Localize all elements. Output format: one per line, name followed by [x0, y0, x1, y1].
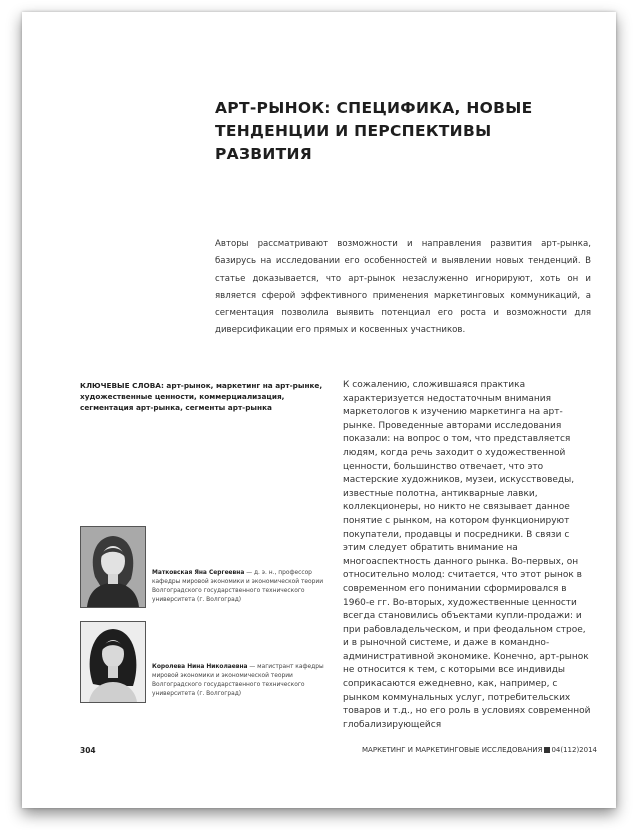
author-name-2: Королева Нина Николаевна [152, 664, 248, 670]
author-info-2 [152, 663, 332, 699]
keywords-label: КЛЮЧЕВЫЕ СЛОВА: [80, 381, 164, 390]
title-line-2: ТЕНДЕНЦИИ И ПЕРСПЕКТИВЫ РАЗВИТИЯ [215, 122, 492, 163]
author-details-1: — д. э. н., профессор кафедры мировой экономики и экономической теории Волгоградского государственного технического университета (г. Волгоград) [152, 570, 324, 603]
journal-name: МАРКЕТИНГ И МАРКЕТИНГОВЫЕ ИССЛЕДОВАНИЯ [362, 746, 543, 754]
author-details-2: — магистрант кафедры мировой экономики и экономической теории Волгоградского государственного технического университета (г. Волгоград) [152, 664, 324, 697]
page-number: 304 [80, 746, 96, 755]
square-bullet-icon [544, 747, 550, 753]
author-name-1: Матковская Яна Сергеевна [152, 570, 245, 576]
keywords [80, 380, 330, 413]
article-abstract: Авторы рассматривают возможности и направления развития арт-рынка, базирусь на исследовании его особенностей и выявлении новых тенденций. В статье доказывается, что арт-рынок незаслуженно игнорируют, хоть он и является сферой эффективного применения маркетинговых коммуникаций, а сегментация позволила выявить потенциал его роста и возможности для диверсификации его прямых и косвенных участников. [215, 239, 591, 336]
journal-footer [362, 746, 597, 754]
title-line-1: АРТ-РЫНОК: СПЕЦИФИКА, НОВЫЕ [215, 99, 533, 117]
author-info-1 [152, 569, 332, 605]
journal-issue: 04(112)2014 [551, 746, 597, 754]
author-photo-1 [80, 526, 146, 608]
keywords-text: арт-рынок, маркетинг на арт-рынке, художественные ценности, коммерциализация, сегментация арт-рынка, сегменты арт-рынка [80, 381, 323, 412]
article-title [215, 97, 575, 166]
article-body: К сожалению, сложившаяся практика характеризуется недостаточным внимания маркетологов к изучению маркетинга на арт-рынке. Проведенные авторами исследования показали: на вопрос о том, что представляется людям, когда речь заходит о художественной ценности, большинство отвечает, что это мастерские художников, музеи, искусствоведы, известные полотна, антикварные лавки, коллекционеры, но никто не связывает данное понятие с рынком, на котором функционируют покупатели, продавцы и посредники. В связи с этим следует обратить внимание на многоаспектность данного рынка. Во-первых, он относительно молод: считается, что этот рынок в современном его понимании сформировался в 1960-е гг. Во-вторых, художественные ценности всегда становились объектами купли-продажи: и при рабовладельческом, и при феодальном строе, и в рыночной системе, и даже в командно-административной экономике. Конечно, арт-рынок не относится к тем, с которыми все индивиды соприкасаются ежедневно, как, например, с рынком коммунальных услуг, потребительских товаров и т.д., но его роль в условиях современной глобализирующейся [343, 380, 591, 730]
author-photo-2 [80, 621, 146, 703]
